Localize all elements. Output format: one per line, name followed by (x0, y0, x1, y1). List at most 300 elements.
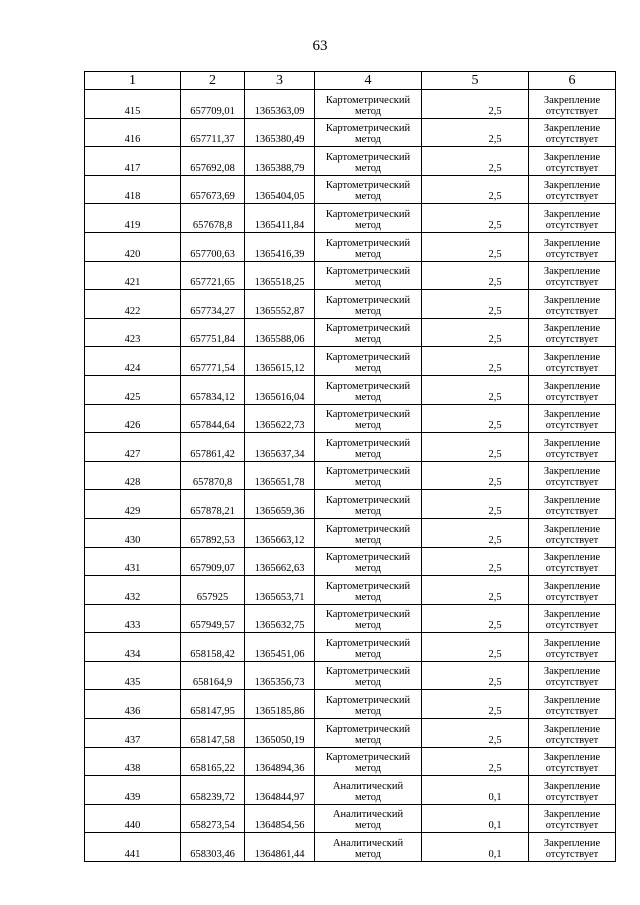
x-coordinate-cell: 658147,95 (181, 690, 245, 719)
method-cell (315, 576, 422, 605)
method-cell (315, 547, 422, 576)
table-row (85, 804, 616, 833)
point-number-cell: 415 (85, 90, 181, 119)
accuracy-value: 2,5 (488, 162, 502, 174)
accuracy-value: 2,5 (488, 677, 502, 689)
fixation-text: отсутствует (545, 334, 599, 346)
fixation-text: отсутствует (545, 134, 599, 146)
y-coordinate-cell: 1365622,73 (245, 404, 315, 433)
table-row (85, 433, 616, 462)
accuracy-cell (422, 604, 529, 633)
y-coordinate-cell: 1365451,06 (245, 633, 315, 662)
table-row (85, 232, 616, 261)
fixation-cell (529, 490, 616, 519)
table-row (85, 90, 616, 119)
y-coordinate-cell: 1365518,25 (245, 261, 315, 290)
column-header: 6 (529, 72, 616, 90)
method-text: Картометрический (325, 695, 411, 707)
y-coordinate-cell: 1365637,34 (245, 433, 315, 462)
method-text: метод (354, 219, 382, 231)
accuracy-cell (422, 719, 529, 748)
fixation-text: Закрепление (543, 409, 601, 421)
fixation-text: отсутствует (545, 305, 599, 317)
fixation-text: Закрепление (543, 323, 601, 335)
method-text: метод (354, 849, 382, 861)
point-number-cell: 439 (85, 776, 181, 805)
method-text: метод (354, 505, 382, 517)
table-row (85, 604, 616, 633)
table-header-row (85, 72, 616, 90)
table-row (85, 175, 616, 204)
x-coordinate-cell: 657949,57 (181, 604, 245, 633)
table-row (85, 204, 616, 233)
method-cell (315, 118, 422, 147)
accuracy-cell (422, 290, 529, 319)
y-coordinate-cell: 1365615,12 (245, 347, 315, 376)
y-coordinate-cell: 1364894,36 (245, 747, 315, 776)
column-header: 3 (245, 72, 315, 90)
x-coordinate-cell: 657751,84 (181, 318, 245, 347)
method-text: метод (354, 706, 382, 718)
method-text: Картометрический (325, 94, 411, 106)
fixation-cell (529, 661, 616, 690)
fixation-cell (529, 576, 616, 605)
y-coordinate-cell: 1365388,79 (245, 147, 315, 176)
method-cell (315, 90, 422, 119)
accuracy-cell (422, 804, 529, 833)
method-text: Картометрический (325, 637, 411, 649)
fixation-text: отсутствует (545, 534, 599, 546)
point-number-cell: 426 (85, 404, 181, 433)
method-cell (315, 776, 422, 805)
x-coordinate-cell: 657711,37 (181, 118, 245, 147)
fixation-text: Закрепление (543, 123, 601, 135)
method-cell (315, 375, 422, 404)
method-text: метод (354, 248, 382, 260)
accuracy-value: 2,5 (488, 591, 502, 603)
fixation-text: Закрепление (543, 294, 601, 306)
x-coordinate-cell: 657878,21 (181, 490, 245, 519)
point-number-cell: 420 (85, 232, 181, 261)
fixation-text: отсутствует (545, 391, 599, 403)
x-coordinate-cell: 658239,72 (181, 776, 245, 805)
fixation-text: Закрепление (543, 208, 601, 220)
point-number-cell: 421 (85, 261, 181, 290)
fixation-text: Закрепление (543, 838, 601, 850)
method-text: метод (354, 391, 382, 403)
method-cell (315, 318, 422, 347)
point-number-cell: 428 (85, 461, 181, 490)
x-coordinate-cell: 657909,07 (181, 547, 245, 576)
x-coordinate-cell: 657834,12 (181, 375, 245, 404)
fixation-cell (529, 690, 616, 719)
accuracy-cell (422, 690, 529, 719)
method-text: метод (354, 334, 382, 346)
fixation-cell (529, 518, 616, 547)
y-coordinate-cell: 1365651,78 (245, 461, 315, 490)
coordinates-table (84, 71, 616, 862)
method-text: метод (354, 477, 382, 489)
x-coordinate-cell: 658273,54 (181, 804, 245, 833)
fixation-text: отсутствует (545, 591, 599, 603)
y-coordinate-cell: 1365411,84 (245, 204, 315, 233)
table-row (85, 661, 616, 690)
accuracy-value: 2,5 (488, 362, 502, 374)
y-coordinate-cell: 1365588,06 (245, 318, 315, 347)
method-cell (315, 804, 422, 833)
table-row (85, 833, 616, 862)
x-coordinate-cell: 657721,65 (181, 261, 245, 290)
fixation-cell (529, 804, 616, 833)
x-coordinate-cell: 657700,63 (181, 232, 245, 261)
y-coordinate-cell: 1364854,56 (245, 804, 315, 833)
table-row (85, 776, 616, 805)
fixation-text: отсутствует (545, 448, 599, 460)
method-cell (315, 461, 422, 490)
fixation-text: Закрепление (543, 809, 601, 821)
method-cell (315, 204, 422, 233)
x-coordinate-cell: 658303,46 (181, 833, 245, 862)
fixation-text: Закрепление (543, 437, 601, 449)
method-cell (315, 833, 422, 862)
method-text: Картометрический (325, 552, 411, 564)
fixation-cell (529, 375, 616, 404)
accuracy-cell (422, 461, 529, 490)
accuracy-value: 2,5 (488, 448, 502, 460)
accuracy-value: 2,5 (488, 277, 502, 289)
table-row (85, 404, 616, 433)
fixation-text: отсутствует (545, 734, 599, 746)
fixation-text: отсутствует (545, 620, 599, 632)
method-text: Картометрический (325, 666, 411, 678)
method-text: метод (354, 277, 382, 289)
y-coordinate-cell: 1365185,86 (245, 690, 315, 719)
method-cell (315, 261, 422, 290)
point-number-cell: 437 (85, 719, 181, 748)
accuracy-cell (422, 404, 529, 433)
x-coordinate-cell: 657692,08 (181, 147, 245, 176)
accuracy-cell (422, 833, 529, 862)
table-row (85, 318, 616, 347)
fixation-cell (529, 90, 616, 119)
method-cell (315, 518, 422, 547)
y-coordinate-cell: 1365663,12 (245, 518, 315, 547)
fixation-cell (529, 776, 616, 805)
fixation-cell (529, 833, 616, 862)
method-text: метод (354, 448, 382, 460)
table-row (85, 490, 616, 519)
point-number-cell: 418 (85, 175, 181, 204)
method-cell (315, 232, 422, 261)
method-text: метод (354, 677, 382, 689)
fixation-text: отсутствует (545, 105, 599, 117)
accuracy-value: 0,1 (488, 849, 502, 861)
method-text: Картометрический (325, 523, 411, 535)
point-number-cell: 425 (85, 375, 181, 404)
fixation-text: отсутствует (545, 362, 599, 374)
fixation-text: Закрепление (543, 580, 601, 592)
table-row (85, 719, 616, 748)
accuracy-value: 2,5 (488, 191, 502, 203)
method-cell (315, 347, 422, 376)
fixation-text: отсутствует (545, 706, 599, 718)
y-coordinate-cell: 1365404,05 (245, 175, 315, 204)
fixation-text: Закрепление (543, 380, 601, 392)
method-text: метод (354, 362, 382, 374)
fixation-cell (529, 232, 616, 261)
method-cell (315, 604, 422, 633)
accuracy-cell (422, 576, 529, 605)
fixation-cell (529, 290, 616, 319)
method-cell (315, 147, 422, 176)
method-text: метод (354, 791, 382, 803)
y-coordinate-cell: 1365050,19 (245, 719, 315, 748)
accuracy-value: 2,5 (488, 134, 502, 146)
fixation-cell (529, 747, 616, 776)
table-row (85, 261, 616, 290)
x-coordinate-cell: 657734,27 (181, 290, 245, 319)
method-text: Картометрический (325, 580, 411, 592)
accuracy-cell (422, 147, 529, 176)
method-text: метод (354, 105, 382, 117)
method-text: Картометрический (325, 437, 411, 449)
accuracy-value: 2,5 (488, 505, 502, 517)
fixation-text: Закрепление (543, 494, 601, 506)
method-text: метод (354, 191, 382, 203)
table-row (85, 747, 616, 776)
point-number-cell: 433 (85, 604, 181, 633)
fixation-cell (529, 347, 616, 376)
accuracy-cell (422, 118, 529, 147)
accuracy-value: 2,5 (488, 734, 502, 746)
accuracy-cell (422, 518, 529, 547)
point-number-cell: 435 (85, 661, 181, 690)
fixation-text: отсутствует (545, 763, 599, 775)
column-header: 5 (422, 72, 529, 90)
x-coordinate-cell: 657892,53 (181, 518, 245, 547)
accuracy-cell (422, 175, 529, 204)
accuracy-value: 2,5 (488, 420, 502, 432)
point-number-cell: 424 (85, 347, 181, 376)
accuracy-cell (422, 261, 529, 290)
table-row (85, 347, 616, 376)
method-text: Картометрический (325, 466, 411, 478)
accuracy-value: 2,5 (488, 648, 502, 660)
method-text: Картометрический (325, 409, 411, 421)
x-coordinate-cell: 658165,22 (181, 747, 245, 776)
method-cell (315, 490, 422, 519)
accuracy-cell (422, 375, 529, 404)
fixation-text: Закрепление (543, 523, 601, 535)
method-text: Картометрический (325, 609, 411, 621)
accuracy-cell (422, 490, 529, 519)
column-header: 1 (85, 72, 181, 90)
fixation-cell (529, 547, 616, 576)
fixation-cell (529, 261, 616, 290)
method-cell (315, 690, 422, 719)
y-coordinate-cell: 1365416,39 (245, 232, 315, 261)
fixation-text: отсутствует (545, 648, 599, 660)
point-number-cell: 427 (85, 433, 181, 462)
method-cell (315, 633, 422, 662)
table-row (85, 147, 616, 176)
x-coordinate-cell: 658147,58 (181, 719, 245, 748)
fixation-cell (529, 461, 616, 490)
fixation-text: отсутствует (545, 277, 599, 289)
fixation-cell (529, 633, 616, 662)
table-row (85, 547, 616, 576)
y-coordinate-cell: 1365552,87 (245, 290, 315, 319)
accuracy-value: 0,1 (488, 820, 502, 832)
accuracy-value: 2,5 (488, 763, 502, 775)
accuracy-cell (422, 318, 529, 347)
fixation-text: отсутствует (545, 219, 599, 231)
accuracy-cell (422, 90, 529, 119)
x-coordinate-cell: 657844,64 (181, 404, 245, 433)
point-number-cell: 432 (85, 576, 181, 605)
fixation-text: Закрепление (543, 466, 601, 478)
method-cell (315, 719, 422, 748)
accuracy-value: 2,5 (488, 391, 502, 403)
fixation-text: Закрепление (543, 180, 601, 192)
fixation-text: отсутствует (545, 248, 599, 260)
fixation-text: Закрепление (543, 723, 601, 735)
method-text: метод (354, 734, 382, 746)
fixation-text: Закрепление (543, 151, 601, 163)
y-coordinate-cell: 1365659,36 (245, 490, 315, 519)
x-coordinate-cell: 657678,8 (181, 204, 245, 233)
table-row (85, 690, 616, 719)
fixation-text: Закрепление (543, 695, 601, 707)
method-text: Картометрический (325, 123, 411, 135)
accuracy-value: 2,5 (488, 706, 502, 718)
page-number: 63 (312, 38, 328, 54)
method-text: Аналитический (332, 809, 404, 821)
method-text: Картометрический (325, 151, 411, 163)
method-text: Картометрический (325, 237, 411, 249)
method-text: метод (354, 648, 382, 660)
point-number-cell: 419 (85, 204, 181, 233)
x-coordinate-cell: 657870,8 (181, 461, 245, 490)
accuracy-cell (422, 747, 529, 776)
fixation-text: Закрепление (543, 752, 601, 764)
y-coordinate-cell: 1365356,73 (245, 661, 315, 690)
column-header: 2 (181, 72, 245, 90)
accuracy-value: 2,5 (488, 620, 502, 632)
accuracy-cell (422, 204, 529, 233)
method-text: метод (354, 162, 382, 174)
method-text: Картометрический (325, 180, 411, 192)
method-text: Картометрический (325, 266, 411, 278)
accuracy-cell (422, 232, 529, 261)
y-coordinate-cell: 1364861,44 (245, 833, 315, 862)
x-coordinate-cell: 657925 (181, 576, 245, 605)
x-coordinate-cell: 658164,9 (181, 661, 245, 690)
method-text: Картометрический (325, 380, 411, 392)
fixation-text: отсутствует (545, 849, 599, 861)
point-number-cell: 416 (85, 118, 181, 147)
fixation-cell (529, 204, 616, 233)
method-text: метод (354, 420, 382, 432)
x-coordinate-cell: 657861,42 (181, 433, 245, 462)
accuracy-value: 2,5 (488, 105, 502, 117)
fixation-text: отсутствует (545, 563, 599, 575)
fixation-cell (529, 404, 616, 433)
x-coordinate-cell: 657673,69 (181, 175, 245, 204)
accuracy-value: 2,5 (488, 334, 502, 346)
fixation-text: отсутствует (545, 420, 599, 432)
fixation-text: Закрепление (543, 552, 601, 564)
y-coordinate-cell: 1365653,71 (245, 576, 315, 605)
method-text: Картометрический (325, 208, 411, 220)
accuracy-cell (422, 433, 529, 462)
accuracy-value: 2,5 (488, 305, 502, 317)
fixation-text: Закрепление (543, 94, 601, 106)
method-text: Картометрический (325, 752, 411, 764)
method-cell (315, 661, 422, 690)
y-coordinate-cell: 1364844,97 (245, 776, 315, 805)
table-row (85, 118, 616, 147)
y-coordinate-cell: 1365616,04 (245, 375, 315, 404)
accuracy-value: 2,5 (488, 534, 502, 546)
accuracy-value: 2,5 (488, 563, 502, 575)
method-text: метод (354, 305, 382, 317)
accuracy-cell (422, 661, 529, 690)
x-coordinate-cell: 658158,42 (181, 633, 245, 662)
method-text: Картометрический (325, 723, 411, 735)
method-text: Аналитический (332, 838, 404, 850)
fixation-cell (529, 719, 616, 748)
accuracy-cell (422, 776, 529, 805)
point-number-cell: 434 (85, 633, 181, 662)
point-number-cell: 441 (85, 833, 181, 862)
y-coordinate-cell: 1365363,09 (245, 90, 315, 119)
point-number-cell: 417 (85, 147, 181, 176)
fixation-cell (529, 175, 616, 204)
point-number-cell: 423 (85, 318, 181, 347)
fixation-text: Закрепление (543, 609, 601, 621)
method-cell (315, 404, 422, 433)
y-coordinate-cell: 1365380,49 (245, 118, 315, 147)
method-text: Аналитический (332, 780, 404, 792)
accuracy-cell (422, 547, 529, 576)
fixation-text: Закрепление (543, 266, 601, 278)
point-number-cell: 429 (85, 490, 181, 519)
x-coordinate-cell: 657709,01 (181, 90, 245, 119)
point-number-cell: 422 (85, 290, 181, 319)
fixation-text: Закрепление (543, 237, 601, 249)
accuracy-cell (422, 633, 529, 662)
method-cell (315, 747, 422, 776)
fixation-text: отсутствует (545, 677, 599, 689)
fixation-cell (529, 433, 616, 462)
fixation-cell (529, 147, 616, 176)
fixation-text: Закрепление (543, 351, 601, 363)
point-number-cell: 436 (85, 690, 181, 719)
y-coordinate-cell: 1365662,63 (245, 547, 315, 576)
table-row (85, 633, 616, 662)
method-cell (315, 175, 422, 204)
table-row (85, 290, 616, 319)
fixation-text: отсутствует (545, 477, 599, 489)
column-header: 4 (315, 72, 422, 90)
table-row (85, 461, 616, 490)
fixation-text: отсутствует (545, 162, 599, 174)
method-cell (315, 433, 422, 462)
method-text: метод (354, 620, 382, 632)
x-coordinate-cell: 657771,54 (181, 347, 245, 376)
method-text: Картометрический (325, 494, 411, 506)
